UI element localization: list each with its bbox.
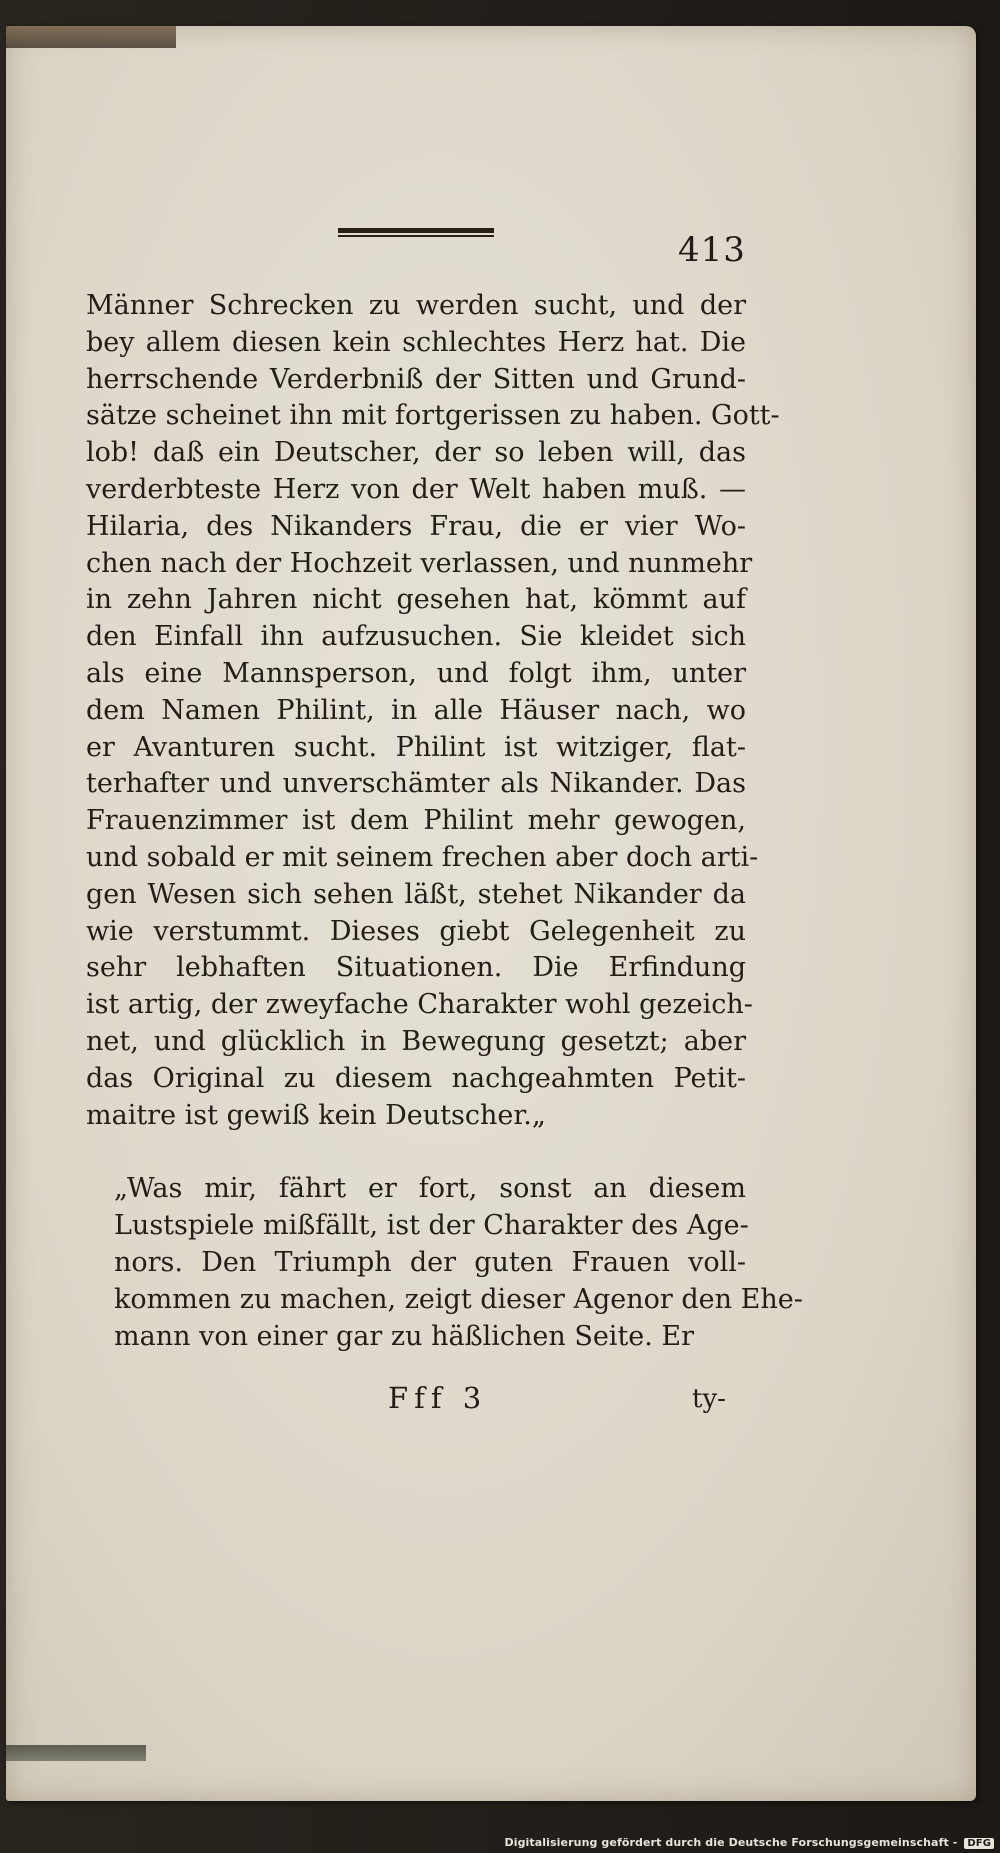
text-line: Frauenzimmer ist dem Philint mehr gewogen,	[86, 805, 746, 837]
text-line: ist artig, der zweyfache Charakter wohl gezeich-	[86, 989, 753, 1021]
text-line: chen nach der Hochzeit verlassen, und nunmehr	[86, 547, 753, 579]
text-line: in zehn Jahren nicht gesehen hat, kömmt auf	[86, 584, 746, 616]
catchword: ty-	[692, 1384, 726, 1414]
text-line: sätze scheinet ihn mit fortgerissen zu haben. Gott-	[86, 400, 780, 432]
body-text	[86, 288, 803, 1355]
text-line: wie verstummt. Dieses giebt Gelegenheit zu	[86, 915, 746, 947]
dfg-logo: DFG	[964, 1838, 994, 1849]
text-line: „Was mir, fährt er fort, sonst an diesem	[114, 1173, 746, 1205]
page-edge-discoloration	[6, 26, 176, 48]
text-line: maitre ist gewiß kein Deutscher.„	[86, 1099, 546, 1131]
text-line: terhafter und unverschämter als Nikander. Das	[86, 768, 746, 800]
signature-mark: Fff 3	[388, 1381, 488, 1415]
text-line: als eine Mannsperson, und folgt ihm, unter	[86, 657, 746, 689]
credit-text: Digitalisierung gefördert durch die Deutsche Forschungsgemeinschaft -	[504, 1836, 958, 1849]
text-line: bey allem diesen kein schlechtes Herz hat. Die	[86, 326, 746, 358]
text-line: lob! daß ein Deutscher, der so leben will, das	[86, 437, 746, 469]
text-line: gen Wesen sich sehen läßt, stehet Nikander da	[86, 878, 746, 910]
text-line: den Einfall ihn aufzusuchen. Sie kleidet sich	[86, 621, 746, 653]
text-line: Hilaria, des Nikanders Frau, die er vier Wo-	[86, 510, 746, 542]
page-number: 413	[678, 230, 746, 270]
text-line: Männer Schrecken zu werden sucht, und der	[86, 290, 746, 321]
text-line: er Avanturen sucht. Philint ist witziger, flat-	[86, 731, 746, 763]
text-line: herrschende Verderbniß der Sitten und Grund-	[86, 363, 746, 395]
text-line: und sobald er mit seinem frechen aber doch arti-	[86, 841, 759, 873]
header-rule	[338, 228, 494, 237]
text-line: kommen zu machen, zeigt dieser Agenor den Ehe-	[114, 1283, 803, 1315]
text-line: nors. Den Triumph der guten Frauen voll-	[114, 1246, 746, 1278]
digitization-credit	[504, 1836, 994, 1849]
text-line: Lustspiele mißfällt, ist der Charakter des Age-	[114, 1210, 749, 1242]
paragraph-2	[86, 1171, 803, 1355]
text-line: verderbteste Herz von der Welt haben muß. —	[86, 473, 746, 505]
book-page	[6, 26, 976, 1801]
text-line: dem Namen Philint, in alle Häuser nach, wo	[86, 694, 746, 726]
text-line: sehr lebhaften Situationen. Die Erfindung	[86, 952, 746, 984]
paragraph-1	[86, 288, 780, 1134]
text-line: das Original zu diesem nachgeahmten Petit-	[86, 1062, 746, 1094]
text-line: mann von einer gar zu häßlichen Seite. Er	[114, 1320, 695, 1352]
text-line: net, und glücklich in Bewegung gesetzt; aber	[86, 1025, 746, 1057]
paragraph-gap	[86, 1134, 746, 1171]
page-edge-discoloration-bottom	[6, 1745, 146, 1761]
